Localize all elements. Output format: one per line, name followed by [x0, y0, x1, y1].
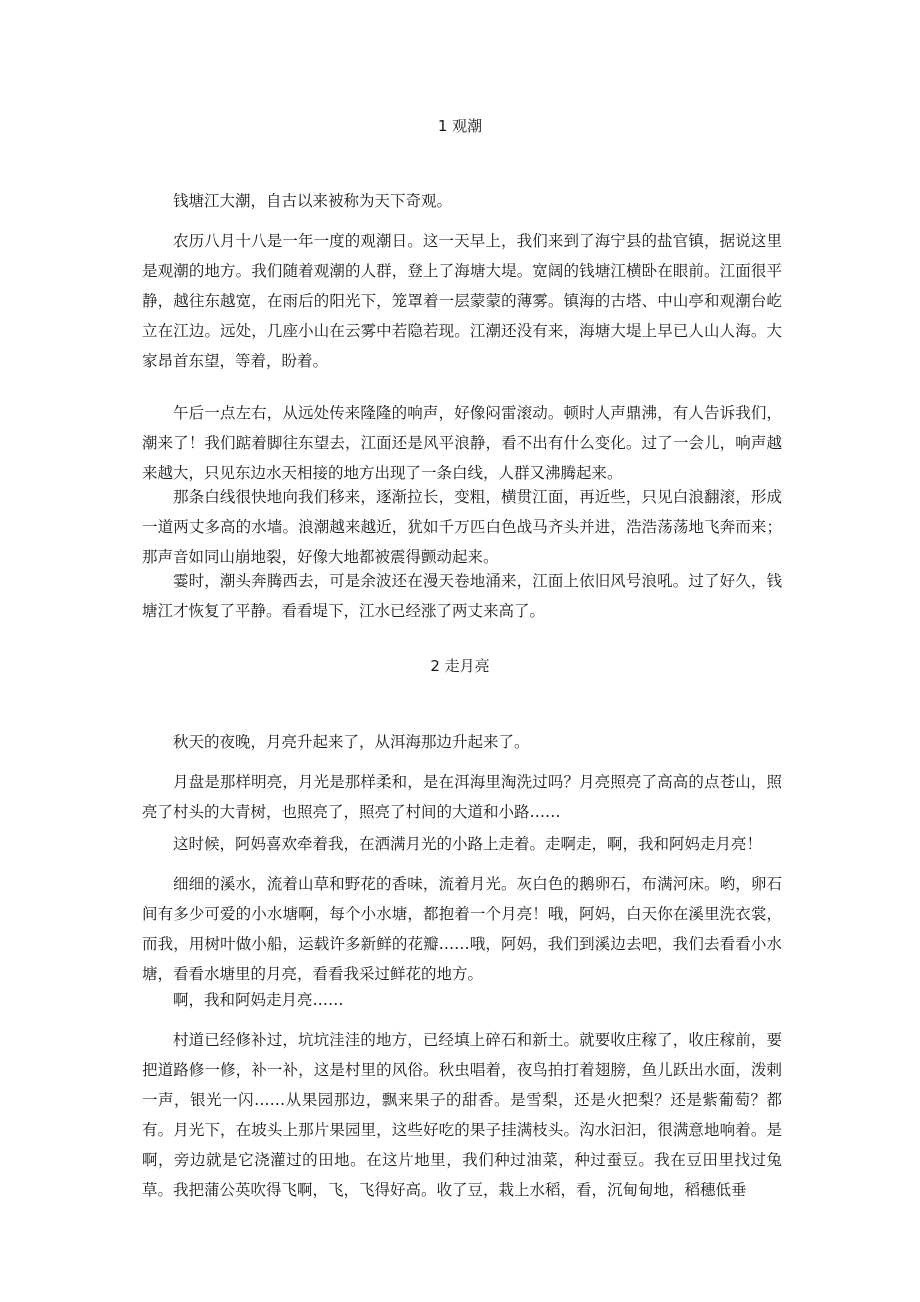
- section-title-guanchao: 1 观潮: [437, 117, 483, 135]
- paragraph: 细细的溪水，流着山草和野花的香味，流着月光。灰白色的鹅卵石，布满河床。哟，卵石间有多少可爱的小水塘啊，每个小水塘，都抱着一个月亮！哦，阿妈，白天你在溪里洗衣裳，而我，用树叶做小船，运载许多新鲜的花瓣……哦，阿妈，我们到溪边去吧，我们去看看小水塘，看看水塘里的月亮，看看我采过鲜花的地方。: [142, 875, 782, 983]
- section-title-zouyueliang: 2 走月亮: [430, 657, 490, 675]
- paragraph: 午后一点左右，从远处传来隆隆的响声，好像闷雷滚动。顿时人声鼎沸，有人告诉我们，潮来了！我们踮着脚往东望去，江面还是风平浪静，看不出有什么变化。过了一会儿，响声越来越大，只见东边水天相接的地方出现了一条白线，人群又沸腾起来。: [142, 404, 782, 482]
- paragraph: 农历八月十八是一年一度的观潮日。这一天早上，我们来到了海宁县的盐官镇，据说这里是观潮的地方。我们随着观潮的人群，登上了海塘大堤。宽阔的钱塘江横卧在眼前。江面很平静，越往东越宽，在雨后的阳光下，笼罩着一层蒙蒙的薄雾。镇海的古塔、中山亭和观潮台屹立在江边。远处，几座小山在云雾中若隐若现。江潮还没有来，海塘大堤上早已人山人海。大家昂首东望，等着，盼着。: [142, 232, 782, 370]
- paragraph: 那条白线很快地向我们移来，逐渐拉长，变粗，横贯江面，再近些，只见白浪翻滚，形成一道两丈多高的水墙。浪潮越来越近，犹如千万匹白色战马齐头并进，浩浩荡荡地飞奔而来；那声音如同山崩地裂，好像大地都被震得颤动起来。: [142, 488, 782, 566]
- paragraph: 啊，我和阿妈走月亮……: [173, 991, 344, 1009]
- paragraph: 这时候，阿妈喜欢牵着我，在洒满月光的小路上走着。走啊走，啊，我和阿妈走月亮！: [173, 835, 763, 853]
- paragraph: 秋天的夜晚，月亮升起来了，从洱海那边升起来了。: [173, 733, 530, 751]
- paragraph: 霎时，潮头奔腾西去，可是余波还在漫天卷地涌来，江面上依旧风号浪吼。过了好久，钱塘江才恢复了平静。看看堤下，江水已经涨了两丈来高了。: [142, 572, 782, 620]
- paragraph: 钱塘江大潮，自古以来被称为天下奇观。: [173, 192, 453, 210]
- paragraph: 月盘是那样明亮，月光是那样柔和，是在洱海里淘洗过吗？月亮照亮了高高的点苍山，照亮了村头的大青树，也照亮了，照亮了村间的大道和小路……: [142, 773, 782, 821]
- paragraph: 村道已经修补过，坑坑洼洼的地方，已经填上碎石和新土。就要收庄稼了，收庄稼前，要把道路修一修，补一补，这是村里的风俗。秋虫唱着，夜鸟拍打着翅膀，鱼儿跃出水面，泼剌一声，银光一闪……从果园那边，飘来果子的甜香。是雪梨，还是火把梨？还是紫葡萄？都有。月光下，在坡头上那片果园里，这些好吃的果子挂满枝头。沟水汩汩，很满意地响着。是啊，旁边就是它浇灌过的田地。在这片地里，我们种过油菜，种过蚕豆。我在豆田里找过兔草。我把蒲公英吹得飞啊，飞，飞得好高。收了豆，栽上水稻，看，沉甸甸地，稻穗低垂: [142, 1031, 782, 1199]
